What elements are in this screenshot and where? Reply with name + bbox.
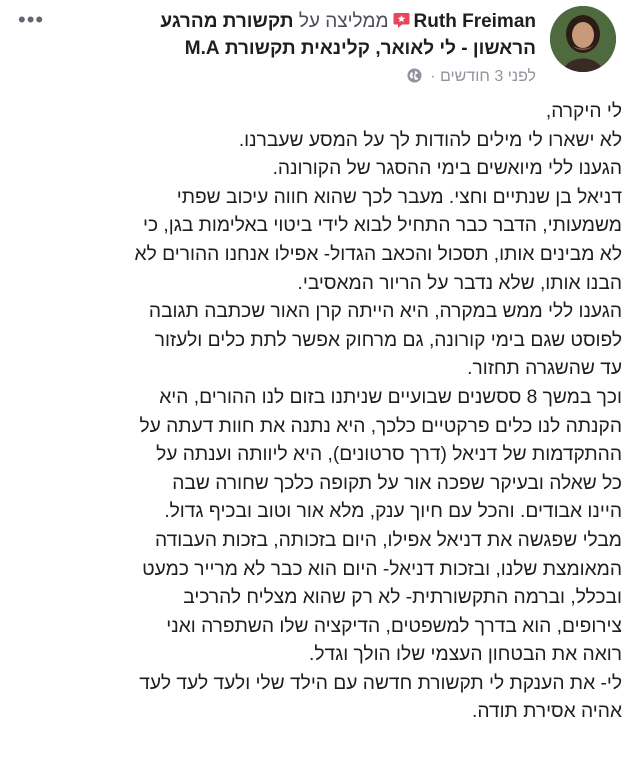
post-text-line: לפוסט שגם בימי קורונה, גם מרחוק אפשר לתת כלים ולעזור — [154, 329, 622, 351]
post-text-line: הגענו ללי ממש במקרה, היא הייתה קרן האור שכתבה תגובה — [148, 301, 622, 323]
post-text-line: היינו אבודים. והכל עם חיוך ענק, מלא אור וטוב ובכיף גדול. — [164, 501, 622, 523]
post-text — [10, 98, 622, 727]
post-text-line: לי היקרה, — [545, 101, 622, 122]
post-text-line: המאומצת שלנו, ובזכות דניאל- היום הוא כבר לא מרייר כמעט — [142, 558, 622, 580]
post-text-line: עד שהשגרה תחזור. — [467, 358, 622, 380]
page-name-link[interactable]: תקשורת מהרגע — [160, 11, 294, 32]
post-text-line: צירופים, הוא בדרך למשפטים, הדיקציה שלו השתפרה ואני — [166, 615, 622, 637]
post-text-line: לא ישארו לי מילים להודות לך על המסע שעברנו. — [238, 129, 622, 151]
more-options-icon[interactable]: ••• — [18, 7, 45, 32]
post-text-line: רואה את הבטחון העצמי שלו הולך וגדל. — [308, 644, 622, 666]
post-text-line: ובכלל, וברמה התקשורתית- לא רק שהוא מצליח להרכיב — [183, 587, 622, 609]
post-timestamp[interactable]: לפני 3 חודשים — [439, 68, 536, 85]
post-text-line: לא מבינים אותו, תסכול והכאב הגדול- אפילו אנחנו ההורים לא — [134, 243, 622, 265]
page-name-link-continued[interactable]: הראשון - לי לאואר, קלינאית תקשורת M.A — [184, 38, 536, 59]
post-text-line: הבנו אותו, שלא נדבר על הריור המאסיבי. — [297, 272, 622, 294]
meta-separator: · — [430, 68, 436, 85]
author-name[interactable]: Ruth Freiman — [413, 11, 536, 32]
post-text-line: לי- את הענקת לי תקשורת חדשה עם הילד שלי ולעד לעד לעד — [139, 672, 622, 694]
post-text-line: כל שאלה ובעיקר שפכה אור על תקופה כלכך שחורה שבה — [172, 472, 622, 494]
post-text-line: דניאל בן שנתיים וחצי. מעבר לכך שהוא חווה עיכוב שפתי — [176, 186, 622, 208]
post-text-line: וכך במשך 8 ססשנים שבועיים שניתנו בזום לנו ההורים, היא — [159, 386, 622, 408]
avatar-image — [550, 6, 616, 72]
recommend-action: ממליצה על — [298, 11, 389, 32]
post-text-line: משמעותי, הדבר כבר התחיל לבוא לידי ביטוי באלימות בגן, כי — [143, 215, 622, 237]
post-text-line: הקנתה לנו כלים פרקטיים כלכך, היא נתנה את חוות דעתה על — [139, 415, 622, 437]
post-text-line: הגענו ללי מיואשים בימי ההסגר של הקורונה. — [272, 158, 622, 180]
post-text-line: אהיה אסירת תודה. — [472, 701, 622, 723]
globe-icon — [407, 68, 422, 83]
post-meta — [407, 66, 536, 88]
post-text-line: ההתקדמות של דניאל (דרך סרטונים), היא ליוותה וענתה על — [156, 444, 622, 466]
post-text-line: מבלי שפגשה את דניאל אפילו, היום בזכותה, בזכות העבודה — [155, 529, 622, 551]
post-header-line — [160, 10, 536, 34]
recommendation-badge-icon — [393, 12, 410, 29]
avatar[interactable] — [550, 6, 616, 72]
